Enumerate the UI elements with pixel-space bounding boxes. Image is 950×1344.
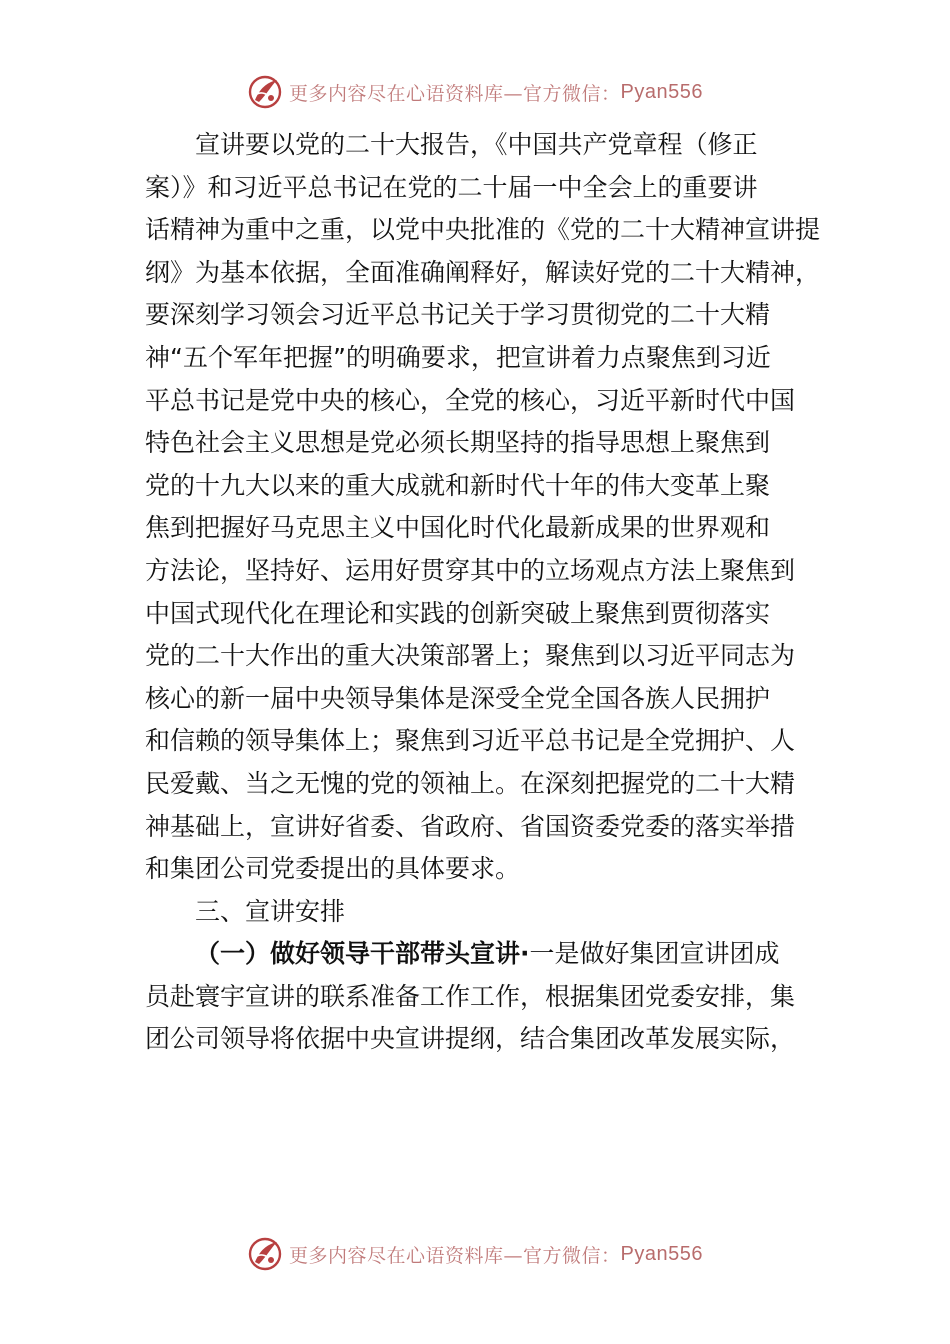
paragraph1-line: 神“五个军年把握”的明确要求，把宣讲着力点聚焦到习近 [145, 342, 771, 372]
brand-logo-icon [247, 74, 283, 110]
paragraph1-line: 方法论，坚持好、运用好贯穿其中的立场观点方法上聚焦到 [145, 555, 796, 585]
paragraph2-line: 团公司领导将依据中央宣讲提纲，结合集团改革发展实际， [145, 1024, 796, 1054]
paragraph1-line: 神基础上，宣讲好省委、省政府、省国资委党委的落实举措 [145, 811, 796, 841]
header-banner [0, 74, 950, 110]
paragraph1-line: 特色社会主义思想是党必须长期坚持的指导思想上聚焦到 [145, 428, 771, 458]
paragraph2-line: 员赴寰宇宣讲的联系准备工作工作，根据集团党委安排，集 [145, 981, 796, 1011]
paragraph1-line: 党的十九大以来的重大成就和新时代十年的伟大变革上聚 [145, 470, 771, 500]
header-banner-text: 更多内容尽在心语资料库—官方微信： [289, 82, 621, 105]
paragraph1-line: 党的二十大作出的重大决策部署上；聚焦到以习近平同志为 [145, 641, 796, 671]
section-heading: 三、宣讲安排 [195, 896, 346, 926]
paragraph1-line: 纲》为基本依据，全面准确阐释好，解读好党的二十大精神， [145, 257, 821, 287]
paragraph1-line: 案）》和习近平总书记在党的二十届一中全会上的重要讲 [145, 172, 758, 202]
paragraph1-line: 民爱戴、当之无愧的党的领袖上。在深刻把握党的二十大精 [145, 768, 796, 798]
paragraph1-line: 平总书记是党中央的核心，全党的核心，习近平新时代中国 [145, 385, 796, 415]
paragraph1-line: 焦到把握好马克思主义中国化时代化最新成果的世界观和 [145, 513, 771, 543]
paragraph2-first-text: 一是做好集团宣讲团成 [529, 939, 780, 969]
paragraph1-line: 和信赖的领导集体上；聚焦到习近平总书记是全党拥护、人 [145, 726, 796, 756]
paragraph1-line: 核心的新一届中央领导集体是深受全党全国各族人民拥护 [145, 683, 771, 713]
paragraph1-line: 宣讲要以党的二十大报告，《中国共产党章程（修正 [195, 130, 758, 159]
paragraph1-line: 要深刻学习领会习近平总书记关于学习贯彻党的二十大精 [145, 300, 771, 330]
footer-banner-handle: Pyan556 [620, 1242, 703, 1265]
footer-banner-text: 更多内容尽在心语资料库—官方微信： [289, 1244, 621, 1267]
subsection-title: （一）做好领导干部带头宣讲· [195, 939, 530, 969]
subsection-line [145, 933, 825, 976]
document-body [145, 124, 825, 1061]
paragraph1-line: 中国式现代化在理论和实践的创新突破上聚焦到贾彻落实 [145, 598, 771, 628]
paragraph1-line: 和集团公司党委提出的具体要求。 [145, 854, 521, 884]
brand-logo-icon [247, 1236, 283, 1272]
footer-banner [0, 1236, 950, 1272]
header-banner-handle: Pyan556 [620, 80, 703, 103]
paragraph1-line: 话精神为重中之重，以党中央批准的《党的二十大精神宣讲提 [145, 215, 821, 245]
